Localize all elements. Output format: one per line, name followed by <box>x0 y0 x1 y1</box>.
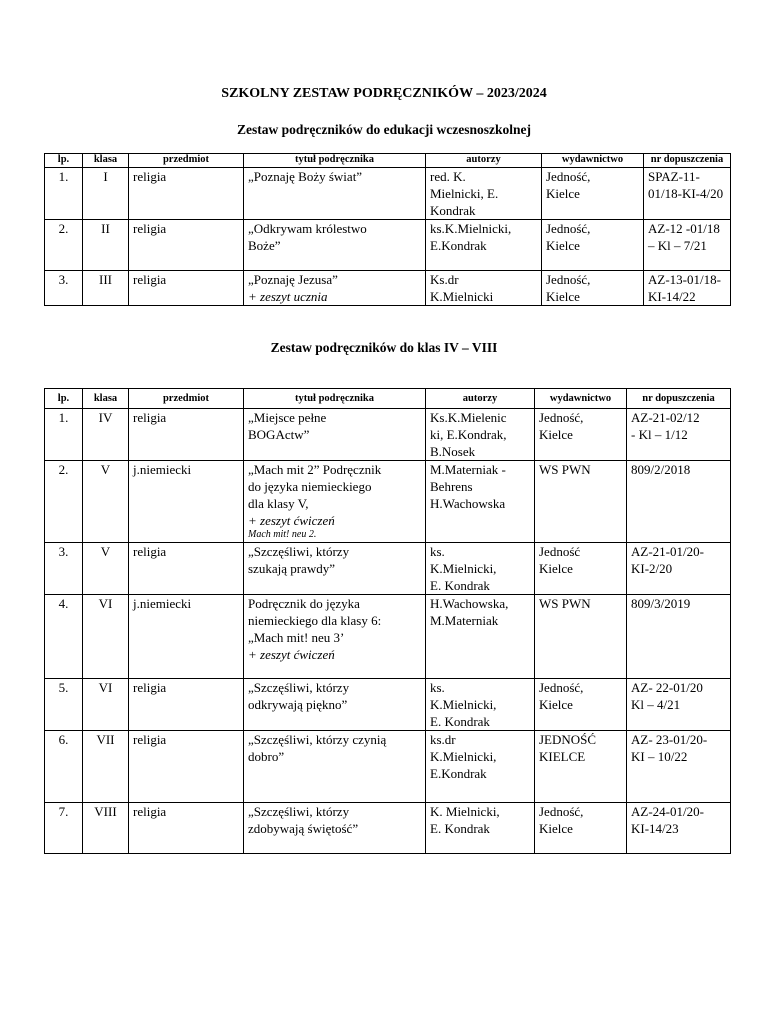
approval-line: Kl – 4/21 <box>631 697 681 712</box>
cell-klasa: VI <box>83 595 129 679</box>
cell-klasa: VII <box>83 731 129 803</box>
table-header-row <box>45 389 731 409</box>
cell-przedmiot: j.niemiecki <box>129 595 244 679</box>
cell-lp: 3. <box>45 271 83 306</box>
author-line: E. Kondrak <box>430 714 490 729</box>
author-line: Mielnicki, E. <box>430 186 499 201</box>
cell-tytul <box>244 679 426 731</box>
author-line: Ks.dr <box>430 272 459 287</box>
approval-line: 01/18-KI-4/20 <box>648 186 724 201</box>
cell-lp: 2. <box>45 461 83 543</box>
cell-klasa: I <box>83 168 129 220</box>
author-line: Ks.K.Mielenic <box>430 410 507 425</box>
approval-line: 809/3/2019 <box>631 596 691 611</box>
title-line: odkrywają piękno” <box>248 697 348 712</box>
publisher-line: Jedność, <box>539 680 584 695</box>
approval-line: AZ-21-02/12 <box>631 410 700 425</box>
cell-nr-dopuszczenia <box>627 461 731 543</box>
section1-title: Zestaw podręczników do edukacji wczesnoszkolnej <box>237 122 531 137</box>
cell-autorzy <box>426 461 535 543</box>
cell-przedmiot: religia <box>129 271 244 306</box>
title-line: do języka niemieckiego <box>248 479 372 494</box>
publisher-line: Kielce <box>539 561 573 576</box>
author-line: H.Wachowska, <box>430 596 509 611</box>
author-line: K.Mielnicki, <box>430 561 497 576</box>
cell-lp: 1. <box>45 168 83 220</box>
table-row <box>45 168 731 220</box>
table-row <box>45 271 731 306</box>
header-klasa: klasa <box>83 154 129 168</box>
cell-nr-dopuszczenia <box>644 271 731 306</box>
header-lp: lp. <box>45 154 83 168</box>
cell-klasa: V <box>83 461 129 543</box>
cell-autorzy <box>426 803 535 854</box>
cell-tytul <box>244 803 426 854</box>
workbook-title-note: Mach mit! neu 2. <box>248 529 317 540</box>
title-line: „Poznaję Boży świat” <box>248 169 363 184</box>
publisher-line: Kielce <box>546 238 580 253</box>
cell-tytul <box>244 271 426 306</box>
author-line: E. Kondrak <box>430 578 490 593</box>
publisher-line: WS PWN <box>539 462 591 477</box>
table-row <box>45 409 731 461</box>
cell-tytul <box>244 461 426 543</box>
cell-autorzy <box>426 543 535 595</box>
cell-przedmiot: religia <box>129 409 244 461</box>
cell-autorzy <box>426 220 542 271</box>
title-line: szukają prawdy” <box>248 561 335 576</box>
title-line: „Mach mit 2” Podręcznik <box>248 462 382 477</box>
cell-tytul <box>244 220 426 271</box>
author-line: E.Kondrak <box>430 766 487 781</box>
title-line: Podręcznik do języka <box>248 596 360 611</box>
cell-przedmiot: religia <box>129 731 244 803</box>
author-line: K.Mielnicki <box>430 289 494 304</box>
header-przedmiot: przedmiot <box>129 154 244 168</box>
cell-nr-dopuszczenia <box>644 168 731 220</box>
author-line: K.Mielnicki, <box>430 697 497 712</box>
title-line: „Szczęśliwi, którzy <box>248 804 350 819</box>
cell-przedmiot: religia <box>129 803 244 854</box>
cell-autorzy <box>426 168 542 220</box>
author-line: E. Kondrak <box>430 821 490 836</box>
approval-line: 809/2/2018 <box>631 462 691 477</box>
cell-przedmiot: religia <box>129 220 244 271</box>
workbook-note: + zeszyt ćwiczeń <box>248 647 335 662</box>
cell-klasa: VIII <box>83 803 129 854</box>
cell-nr-dopuszczenia <box>627 543 731 595</box>
title-line: „Mach mit! neu 3’ <box>248 630 345 645</box>
cell-wydawnictwo <box>535 731 627 803</box>
publisher-line: JEDNOŚĆ <box>539 732 597 747</box>
title-line: „Poznaję Jezusa” <box>248 272 338 287</box>
cell-nr-dopuszczenia <box>644 220 731 271</box>
table-row <box>45 803 731 854</box>
cell-nr-dopuszczenia <box>627 595 731 679</box>
cell-przedmiot: j.niemiecki <box>129 461 244 543</box>
approval-line: KI-14/22 <box>648 289 696 304</box>
header-wydawnictwo: wydawnictwo <box>535 389 627 409</box>
cell-przedmiot: religia <box>129 679 244 731</box>
publisher-line: Kielce <box>546 289 580 304</box>
author-line: ks.dr <box>430 732 456 747</box>
cell-tytul <box>244 409 426 461</box>
cell-tytul <box>244 731 426 803</box>
author-line: Kondrak <box>430 203 476 218</box>
header-nr-dopuszczenia: nr dopuszczenia <box>644 154 731 168</box>
publisher-line: Kielce <box>539 427 573 442</box>
cell-autorzy <box>426 409 535 461</box>
cell-wydawnictwo <box>542 220 644 271</box>
approval-line: AZ-24-01/20- <box>631 804 704 819</box>
publisher-line: Jedność, <box>546 169 591 184</box>
approval-line: SPAZ-11- <box>648 169 700 184</box>
author-line: K.Mielnicki, <box>430 749 497 764</box>
cell-wydawnictwo <box>535 461 627 543</box>
approval-line: AZ- 23-01/20- <box>631 732 708 747</box>
approval-line: KI-2/20 <box>631 561 673 576</box>
publisher-line: Jedność <box>539 544 581 559</box>
title-line: dla klasy V, <box>248 496 309 511</box>
title-line: „Miejsce pełne <box>248 410 327 425</box>
header-tytul: tytuł podręcznika <box>244 154 426 168</box>
table-row <box>45 595 731 679</box>
cell-wydawnictwo <box>535 679 627 731</box>
cell-klasa: V <box>83 543 129 595</box>
cell-lp: 3. <box>45 543 83 595</box>
cell-klasa: IV <box>83 409 129 461</box>
publisher-line: Jedność, <box>546 272 591 287</box>
cell-przedmiot: religia <box>129 168 244 220</box>
cell-przedmiot: religia <box>129 543 244 595</box>
header-wydawnictwo: wydawnictwo <box>542 154 644 168</box>
author-line: ks. <box>430 544 445 559</box>
cell-lp: 2. <box>45 220 83 271</box>
cell-nr-dopuszczenia <box>627 409 731 461</box>
publisher-line: Kielce <box>539 821 573 836</box>
header-autorzy: autorzy <box>426 154 542 168</box>
author-line: Behrens <box>430 479 473 494</box>
publisher-line: Jedność, <box>546 221 591 236</box>
workbook-note: + zeszyt ćwiczeń <box>248 513 335 528</box>
title-line: „Szczęśliwi, którzy <box>248 680 350 695</box>
cell-autorzy <box>426 271 542 306</box>
cell-wydawnictwo <box>535 803 627 854</box>
cell-autorzy <box>426 595 535 679</box>
cell-lp: 5. <box>45 679 83 731</box>
cell-wydawnictwo <box>542 271 644 306</box>
cell-tytul <box>244 168 426 220</box>
cell-klasa: III <box>83 271 129 306</box>
cell-lp: 1. <box>45 409 83 461</box>
cell-wydawnictwo <box>535 595 627 679</box>
cell-lp: 6. <box>45 731 83 803</box>
author-line: ks. <box>430 680 445 695</box>
cell-wydawnictwo <box>542 168 644 220</box>
author-line: red. K. <box>430 169 466 184</box>
title-line: Boże” <box>248 238 281 253</box>
header-nr-dopuszczenia: nr dopuszczenia <box>627 389 731 409</box>
author-line: ki, E.Kondrak, <box>430 427 507 442</box>
author-line: K. Mielnicki, <box>430 804 500 819</box>
title-line: dobro” <box>248 749 285 764</box>
cell-wydawnictwo <box>535 543 627 595</box>
approval-line: KI-14/23 <box>631 821 679 836</box>
cell-nr-dopuszczenia <box>627 803 731 854</box>
approval-line: - Kl – 1/12 <box>631 427 688 442</box>
author-line: ks.K.Mielnicki, <box>430 221 512 236</box>
table-header-row <box>45 154 731 168</box>
author-line: H.Wachowska <box>430 496 506 511</box>
header-lp: lp. <box>45 389 83 409</box>
approval-line: AZ-21-01/20- <box>631 544 704 559</box>
cell-lp: 4. <box>45 595 83 679</box>
cell-tytul <box>244 543 426 595</box>
approval-line: AZ-12 -01/18 <box>648 221 720 236</box>
publisher-line: Jedność, <box>539 410 584 425</box>
cell-klasa: VI <box>83 679 129 731</box>
title-line: zdobywają świętość” <box>248 821 359 836</box>
table-row <box>45 220 731 271</box>
cell-nr-dopuszczenia <box>627 731 731 803</box>
table-early-education <box>44 153 731 306</box>
document-title: SZKOLNY ZESTAW PODRĘCZNIKÓW – 2023/2024 <box>221 86 547 101</box>
approval-line: KI – 10/22 <box>631 749 688 764</box>
cell-tytul <box>244 595 426 679</box>
approval-line: – Kl – 7/21 <box>648 238 707 253</box>
title-line: BOGActw” <box>248 427 310 442</box>
table-row <box>45 461 731 543</box>
header-tytul: tytuł podręcznika <box>244 389 426 409</box>
cell-nr-dopuszczenia <box>627 679 731 731</box>
table-row <box>45 543 731 595</box>
publisher-line: Jedność, <box>539 804 584 819</box>
header-autorzy: autorzy <box>426 389 535 409</box>
title-line: niemieckiego dla klasy 6: <box>248 613 382 628</box>
header-przedmiot: przedmiot <box>129 389 244 409</box>
publisher-line: Kielce <box>546 186 580 201</box>
table-row <box>45 731 731 803</box>
author-line: M.Materniak <box>430 613 499 628</box>
cell-lp: 7. <box>45 803 83 854</box>
table-grades-4-8 <box>44 388 731 854</box>
publisher-line: Kielce <box>539 697 573 712</box>
author-line: E.Kondrak <box>430 238 487 253</box>
cell-klasa: II <box>83 220 129 271</box>
table-row <box>45 679 731 731</box>
cell-autorzy <box>426 679 535 731</box>
title-line: „Szczęśliwi, którzy <box>248 544 350 559</box>
cell-wydawnictwo <box>535 409 627 461</box>
header-klasa: klasa <box>83 389 129 409</box>
publisher-line: WS PWN <box>539 596 591 611</box>
approval-line: AZ-13-01/18- <box>648 272 721 287</box>
author-line: B.Nosek <box>430 444 476 459</box>
workbook-note: + zeszyt ucznia <box>248 289 328 304</box>
publisher-line: KIELCE <box>539 749 586 764</box>
section2-title: Zestaw podręczników do klas IV – VIII <box>270 340 498 355</box>
title-line: „Odkrywam królestwo <box>248 221 367 236</box>
author-line: M.Materniak - <box>430 462 506 477</box>
approval-line: AZ- 22-01/20 <box>631 680 703 695</box>
title-line: „Szczęśliwi, którzy czynią <box>248 732 387 747</box>
cell-autorzy <box>426 731 535 803</box>
